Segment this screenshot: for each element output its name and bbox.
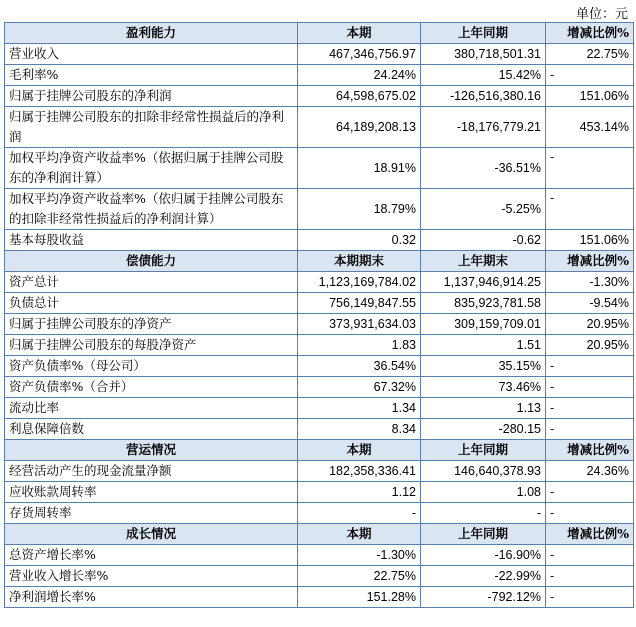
current-value: 67.32% (298, 377, 421, 398)
row-label: 归属于挂牌公司股东的净利润 (5, 86, 298, 107)
previous-value: 1.13 (421, 398, 546, 419)
previous-value: -280.15 (421, 419, 546, 440)
change-value: 20.95% (546, 314, 634, 335)
change-value: - (546, 545, 634, 566)
section-header (5, 251, 634, 272)
table-row (5, 566, 634, 587)
header-cell: 上年同期 (421, 524, 546, 545)
header-cell: 本期 (298, 23, 421, 44)
table-row (5, 148, 634, 189)
row-label: 资产负债率%（母公司） (5, 356, 298, 377)
previous-value: 309,159,709.01 (421, 314, 546, 335)
table-row (5, 335, 634, 356)
row-label: 资产负债率%（合并） (5, 377, 298, 398)
previous-value: - (421, 503, 546, 524)
current-value: 756,149,847.55 (298, 293, 421, 314)
row-label: 营业收入增长率% (5, 566, 298, 587)
unit-label: 单位：元 (575, 7, 628, 22)
row-label: 总资产增长率% (5, 545, 298, 566)
table-row (5, 86, 634, 107)
current-value: 151.28% (298, 587, 421, 608)
change-value: - (546, 566, 634, 587)
current-value: 182,358,336.41 (298, 461, 421, 482)
header-cell: 增减比例% (546, 251, 634, 272)
change-value: 453.14% (546, 107, 634, 148)
change-value: - (546, 398, 634, 419)
table-row (5, 314, 634, 335)
change-value: -9.54% (546, 293, 634, 314)
current-value: 0.32 (298, 230, 421, 251)
current-value: 64,598,675.02 (298, 86, 421, 107)
header-cell: 增减比例% (546, 23, 634, 44)
previous-value: -126,516,380.16 (421, 86, 546, 107)
row-label: 基本每股收益 (5, 230, 298, 251)
table-row (5, 44, 634, 65)
table-row (5, 65, 634, 86)
header-cell: 增减比例% (546, 440, 634, 461)
change-value: 151.06% (546, 230, 634, 251)
row-label: 归属于挂牌公司股东的每股净资产 (5, 335, 298, 356)
previous-value: -0.62 (421, 230, 546, 251)
header-cell: 盈利能力 (5, 23, 298, 44)
current-value: 467,346,756.97 (298, 44, 421, 65)
previous-value: 73.46% (421, 377, 546, 398)
previous-value: -18,176,779.21 (421, 107, 546, 148)
header-cell: 成长情况 (5, 524, 298, 545)
header-cell: 本期 (298, 440, 421, 461)
header-cell: 营运情况 (5, 440, 298, 461)
row-label: 加权平均净资产收益率%（依据归属于挂牌公司股东的净利润计算） (5, 148, 298, 189)
current-value: 373,931,634.03 (298, 314, 421, 335)
header-cell: 偿债能力 (5, 251, 298, 272)
previous-value: -16.90% (421, 545, 546, 566)
financial-indicators-table (4, 22, 634, 608)
previous-value: -5.25% (421, 189, 546, 230)
change-value: - (546, 482, 634, 503)
current-value: 1.12 (298, 482, 421, 503)
change-value: 24.36% (546, 461, 634, 482)
current-value: 24.24% (298, 65, 421, 86)
previous-value: 1.08 (421, 482, 546, 503)
row-label: 归属于挂牌公司股东的扣除非经常性损益后的净利润 (5, 107, 298, 148)
change-value: -1.30% (546, 272, 634, 293)
row-label: 利息保障倍数 (5, 419, 298, 440)
header-cell: 上年期末 (421, 251, 546, 272)
change-value: - (546, 419, 634, 440)
change-value: - (546, 356, 634, 377)
table-row (5, 419, 634, 440)
change-value: - (546, 148, 634, 189)
previous-value: 146,640,378.93 (421, 461, 546, 482)
current-value: 8.34 (298, 419, 421, 440)
current-value: 22.75% (298, 566, 421, 587)
change-value: - (546, 189, 634, 230)
table-row (5, 356, 634, 377)
change-value: - (546, 377, 634, 398)
row-label: 毛利率% (5, 65, 298, 86)
change-value: 22.75% (546, 44, 634, 65)
section-header (5, 440, 634, 461)
previous-value: -22.99% (421, 566, 546, 587)
table-row (5, 398, 634, 419)
current-value: 18.91% (298, 148, 421, 189)
table-row (5, 107, 634, 148)
table-row (5, 503, 634, 524)
row-label: 存货周转率 (5, 503, 298, 524)
change-value: - (546, 587, 634, 608)
change-value: - (546, 65, 634, 86)
table-row (5, 230, 634, 251)
header-cell: 本期期末 (298, 251, 421, 272)
table-row (5, 587, 634, 608)
header-cell: 增减比例% (546, 524, 634, 545)
header-cell: 上年同期 (421, 440, 546, 461)
previous-value: 35.15% (421, 356, 546, 377)
table-row (5, 293, 634, 314)
current-value: -1.30% (298, 545, 421, 566)
change-value: 151.06% (546, 86, 634, 107)
header-cell: 上年同期 (421, 23, 546, 44)
row-label: 净利润增长率% (5, 587, 298, 608)
row-label: 营业收入 (5, 44, 298, 65)
table-row (5, 189, 634, 230)
current-value: 36.54% (298, 356, 421, 377)
row-label: 资产总计 (5, 272, 298, 293)
row-label: 应收账款周转率 (5, 482, 298, 503)
previous-value: 1.51 (421, 335, 546, 356)
table-row (5, 482, 634, 503)
section-header (5, 23, 634, 44)
header-cell: 本期 (298, 524, 421, 545)
previous-value: 1,137,946,914.25 (421, 272, 546, 293)
previous-value: -792.12% (421, 587, 546, 608)
current-value: 1.83 (298, 335, 421, 356)
row-label: 归属于挂牌公司股东的净资产 (5, 314, 298, 335)
current-value: 18.79% (298, 189, 421, 230)
previous-value: -36.51% (421, 148, 546, 189)
row-label: 经营活动产生的现金流量净额 (5, 461, 298, 482)
section-header (5, 524, 634, 545)
previous-value: 380,718,501.31 (421, 44, 546, 65)
change-value: 20.95% (546, 335, 634, 356)
table-row (5, 272, 634, 293)
previous-value: 15.42% (421, 65, 546, 86)
previous-value: 835,923,781.58 (421, 293, 546, 314)
current-value: 1,123,169,784.02 (298, 272, 421, 293)
table-row (5, 545, 634, 566)
current-value: 64,189,208.13 (298, 107, 421, 148)
current-value: 1.34 (298, 398, 421, 419)
current-value: - (298, 503, 421, 524)
row-label: 流动比率 (5, 398, 298, 419)
change-value: - (546, 503, 634, 524)
row-label: 负债总计 (5, 293, 298, 314)
table-row (5, 377, 634, 398)
row-label: 加权平均净资产收益率%（依归属于挂牌公司股东的扣除非经常性损益后的净利润计算） (5, 189, 298, 230)
table-row (5, 461, 634, 482)
